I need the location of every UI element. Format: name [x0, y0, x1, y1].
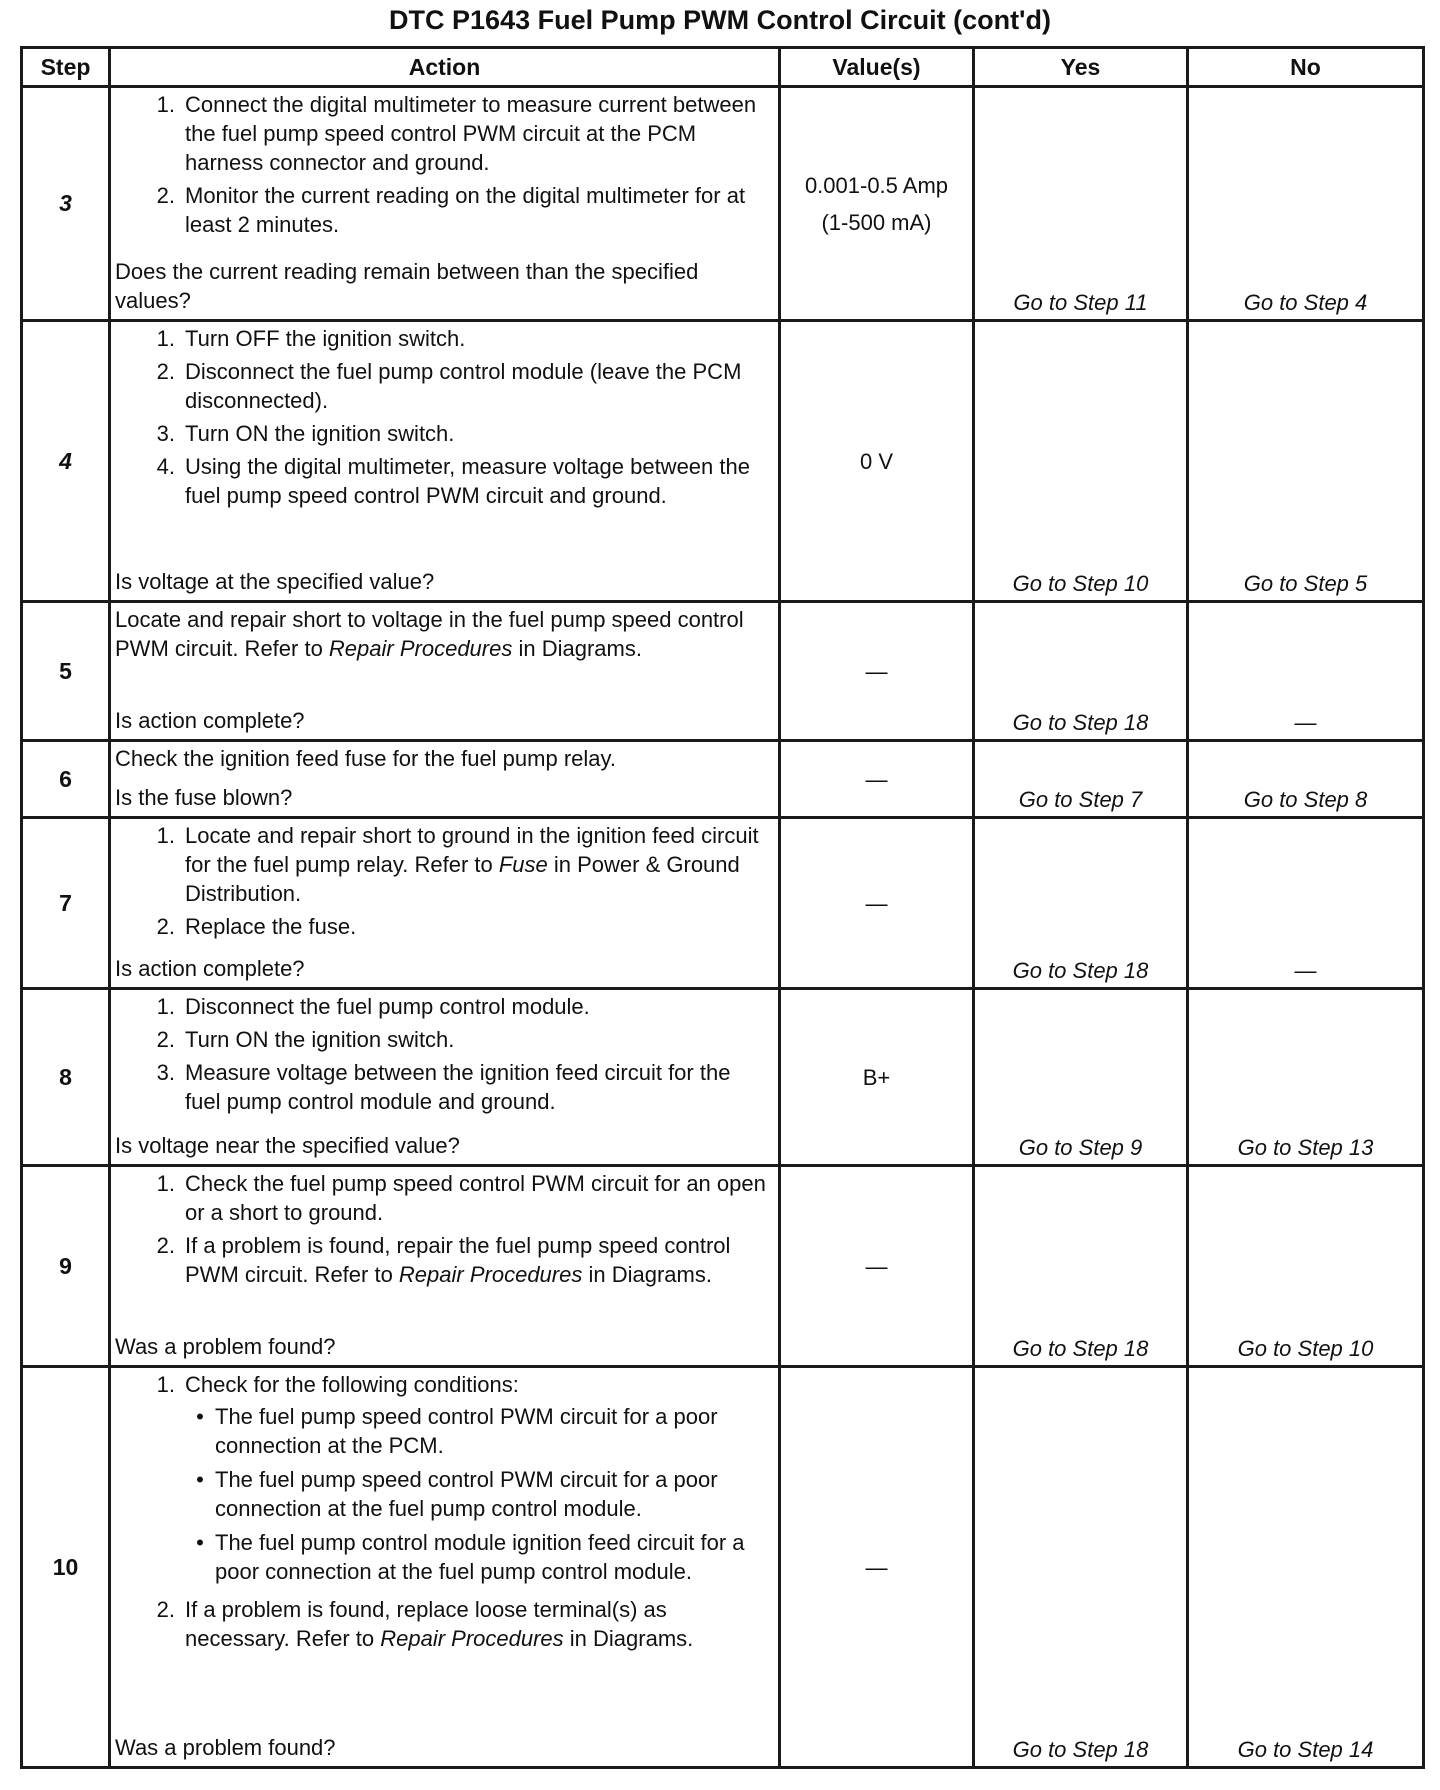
no-cell: Go to Step 10 [1188, 1166, 1424, 1367]
yes-cell: Go to Step 7 [974, 741, 1188, 818]
action-question: Is voltage near the specified value? [115, 1133, 460, 1158]
bullet-item: • The fuel pump speed control PWM circuit for a poor connection at the PCM. [196, 1404, 718, 1458]
table-row [22, 989, 1424, 1166]
table-row [22, 818, 1424, 989]
value-cell: — [780, 1166, 974, 1367]
no-cell: Go to Step 13 [1188, 989, 1424, 1166]
yes-cell: Go to Step 18 [974, 1367, 1188, 1768]
table-row [22, 602, 1424, 741]
yes-cell: Go to Step 18 [974, 602, 1188, 741]
table-row [22, 321, 1424, 602]
step-number: 3 [22, 87, 110, 321]
no-cell: Go to Step 4 [1188, 87, 1424, 321]
action-item: 2. If a problem is found, replace loose terminal(s) as necessary. Refer to Repair Procedures in Diagrams. [156, 1597, 694, 1651]
value-cell: — [780, 1367, 974, 1768]
step-number: 10 [22, 1367, 110, 1768]
value-line: 0.001-0.5 Amp [804, 172, 949, 198]
header-row [22, 48, 1424, 87]
value-cell: — [780, 818, 974, 989]
action-question: Was a problem found? [115, 1334, 336, 1359]
action-item: 2. Replace the fuse. [156, 914, 357, 939]
table-row [22, 87, 1424, 321]
value-cell: 0 V [780, 321, 974, 602]
action-cell [110, 1166, 780, 1367]
bullet-item: • The fuel pump speed control PWM circuit for a poor connection at the fuel pump control module. [196, 1467, 718, 1521]
action-item: 4. Using the digital multimeter, measure voltage between the fuel pump speed control PWM circuit and ground. [156, 454, 750, 508]
value-cell: — [780, 741, 974, 818]
action-cell [110, 87, 780, 321]
action-cell [110, 1367, 780, 1768]
yes-cell: Go to Step 18 [974, 818, 1188, 989]
action-item: 1. Check the fuel pump speed control PWM circuit for an open or a short to ground. [156, 1171, 766, 1225]
action-item: 1. Disconnect the fuel pump control module. [156, 994, 590, 1019]
action-item: 3. Measure voltage between the ignition feed circuit for the fuel pump control module and ground. [156, 1060, 731, 1114]
yes-cell: Go to Step 10 [974, 321, 1188, 602]
value-cell: B+ [780, 989, 974, 1166]
action-cell [110, 818, 780, 989]
action-question: Is voltage at the specified value? [115, 569, 435, 594]
value-cell: — [780, 602, 974, 741]
table-row [22, 1367, 1424, 1768]
action-item: 2. Disconnect the fuel pump control module (leave the PCM disconnected). [156, 359, 742, 413]
step-number: 8 [22, 989, 110, 1166]
yes-cell: Go to Step 9 [974, 989, 1188, 1166]
step-number: 7 [22, 818, 110, 989]
yes-cell: Go to Step 11 [974, 87, 1188, 321]
value-line: (1-500 mA) [821, 209, 932, 235]
diagnostic-table [20, 46, 1425, 1769]
header-yes: Yes [974, 48, 1188, 87]
action-cell [110, 321, 780, 602]
action-item: 1. Connect the digital multimeter to measure current between the fuel pump speed control PWM circuit at the PCM harness connector and ground. [156, 92, 757, 175]
header-no: No [1188, 48, 1424, 87]
action-item: 1. Locate and repair short to ground in the ignition feed circuit for the fuel pump relay. Refer to Fuse in Power & Ground Distribution. [156, 823, 759, 906]
action-question: Is action complete? [115, 708, 305, 733]
action-text: Check the ignition feed fuse for the fuel pump relay. [115, 746, 616, 771]
yes-cell: Go to Step 18 [974, 1166, 1188, 1367]
no-cell: Go to Step 14 [1188, 1367, 1424, 1768]
table-row [22, 741, 1424, 818]
step-number: 9 [22, 1166, 110, 1367]
no-cell: — [1188, 602, 1424, 741]
no-cell: Go to Step 8 [1188, 741, 1424, 818]
action-item: 2. Turn ON the ignition switch. [156, 1027, 455, 1052]
step-number: 5 [22, 602, 110, 741]
bullet-item: • The fuel pump control module ignition feed circuit for a poor connection at the fuel pump control module. [196, 1530, 745, 1584]
page-title: DTC P1643 Fuel Pump PWM Control Circuit (cont'd) [389, 5, 1051, 35]
action-question: Is the fuse blown? [115, 785, 293, 810]
action-cell [110, 989, 780, 1166]
action-item: 3. Turn ON the ignition switch. [156, 421, 455, 446]
action-item: 2. Monitor the current reading on the digital multimeter for at least 2 minutes. [156, 183, 746, 237]
header-values: Value(s) [780, 48, 974, 87]
action-item: 2. If a problem is found, repair the fuel pump speed control PWM circuit. Refer to Repair Procedures in Diagrams. [156, 1233, 731, 1287]
action-cell [110, 741, 780, 818]
action-text: Locate and repair short to voltage in the fuel pump speed control PWM circuit. Refer to Repair Procedures in Diagrams. [115, 607, 744, 661]
header-step: Step [22, 48, 110, 87]
step-number: 6 [22, 741, 110, 818]
value-cell [780, 87, 974, 321]
no-cell: Go to Step 5 [1188, 321, 1424, 602]
step-number: 4 [22, 321, 110, 602]
action-question: Does the current reading remain between than the specified values? [115, 259, 699, 313]
header-action: Action [110, 48, 780, 87]
table-row [22, 1166, 1424, 1367]
action-question: Is action complete? [115, 956, 305, 981]
action-cell [110, 602, 780, 741]
no-cell: — [1188, 818, 1424, 989]
action-question: Was a problem found? [115, 1735, 336, 1760]
action-item: 1. Check for the following conditions: • The fuel pump speed control PWM circuit for a poor connection at the PCM. • The fuel pump speed control PWM circuit for a poor connection at the fuel pump control module. • The fuel pump control module ignition feed circuit for a poor connection at the fuel pump control module. [115, 1370, 772, 1591]
action-item: 1. Turn OFF the ignition switch. [156, 326, 466, 351]
